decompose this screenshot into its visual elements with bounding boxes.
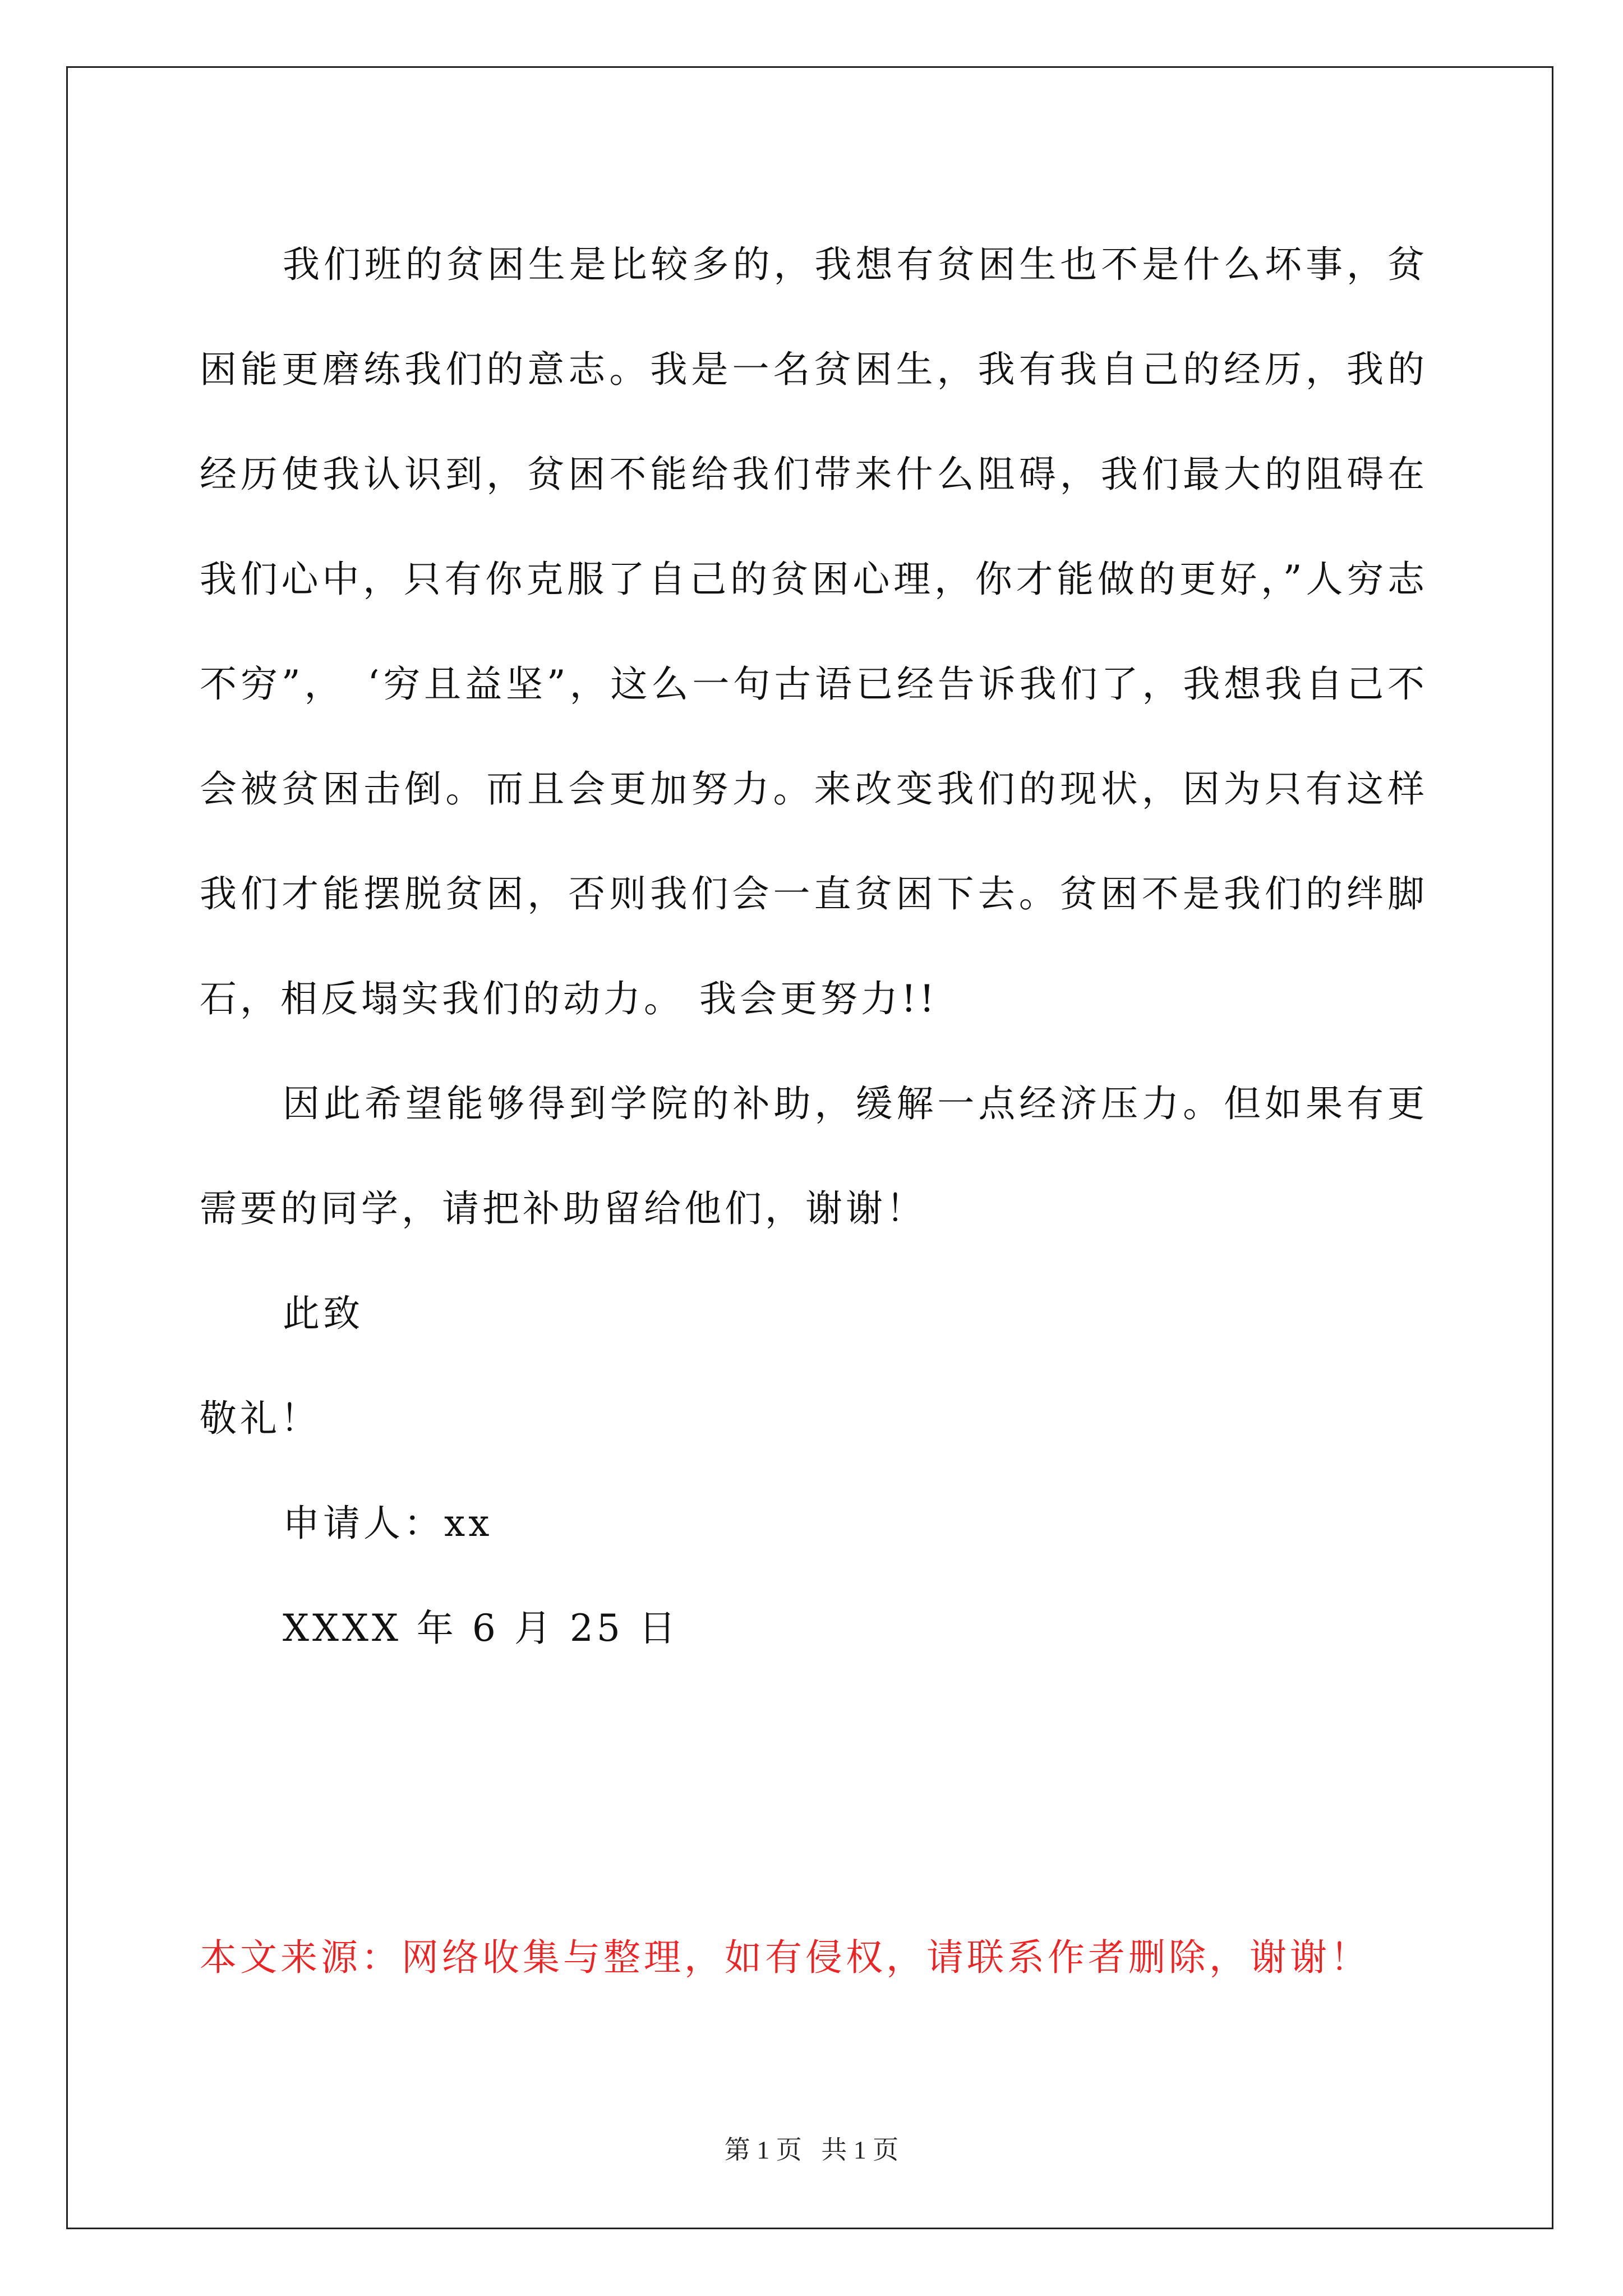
letter-date: XXXX 年 6 月 25 日 bbox=[283, 1607, 679, 1650]
source-note: 本文来源：网络收集与整理，如有侵权，请联系作者删除，谢谢！ bbox=[200, 1936, 1371, 1979]
body-paragraph-1: 我们班的贫困生是比较多的，我想有贫困生也不是什么坏事，贫困能更磨练我们的意志。我是一名贫困生，我有我自己的经历，我的经历使我认识到，贫困不能给我们带来什么阻碍，我们最大的阻碍在我们心中，只有你克服了自己的贫困心理，你才能做的更好，”人穷志不穷”， ‘穷且益坚”，这么一句古语已经告诉我们了，我想我自己不会被贫困击倒。而且会更加努力。来改变我们的现状，因为只有这样我们才能摆脱贫困，否则我们会一直贫困下去。贫困不是我们的绊脚石，相反塌实我们的动力。 我会更努力!! bbox=[200, 243, 1428, 1020]
letter-body bbox=[200, 212, 1428, 1681]
salutation: 敬礼！ bbox=[200, 1397, 321, 1440]
closing-phrase: 此致 bbox=[283, 1292, 363, 1335]
body-paragraph-2: 因此希望能够得到学院的补助，缓解一点经济压力。但如果有更需要的同学，请把补助留给他们，谢谢！ bbox=[200, 1082, 1428, 1230]
page-footer: 第 1 页 共 1 页 bbox=[724, 2136, 899, 2164]
applicant-signature: 申请人：xx bbox=[283, 1502, 493, 1545]
